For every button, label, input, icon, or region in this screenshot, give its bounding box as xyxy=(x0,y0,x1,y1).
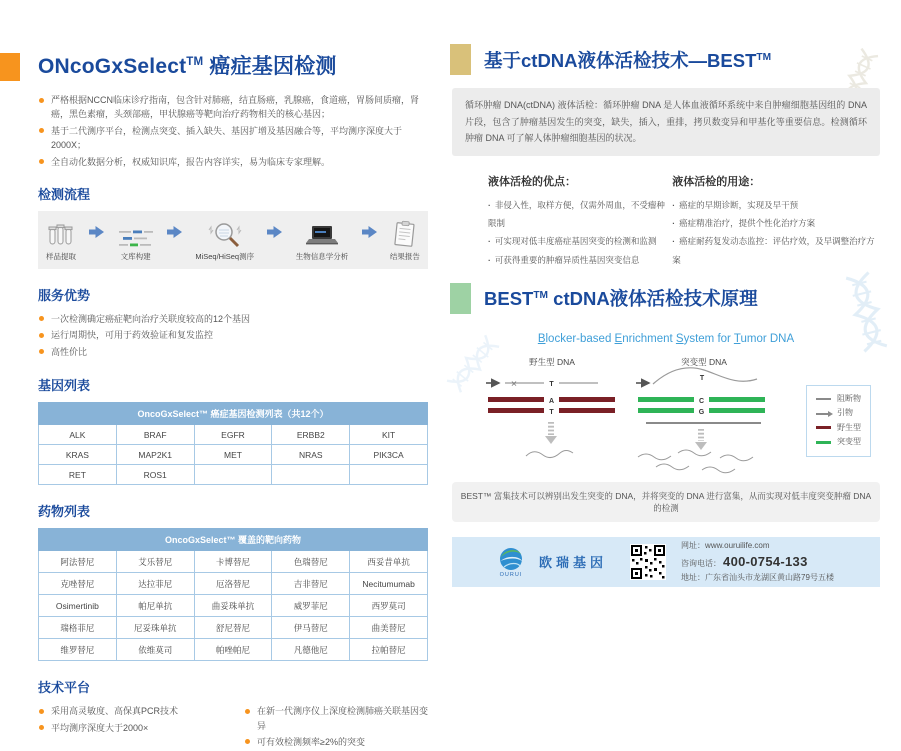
legend-item xyxy=(816,406,861,420)
blocker-line-icon xyxy=(816,398,831,400)
process-step-label: 结果报告 xyxy=(389,251,420,261)
table-row xyxy=(39,573,428,595)
list-item: 可有效检测频率≥2%的突变 xyxy=(244,735,428,749)
table-header-row xyxy=(39,529,428,551)
library-fragments-icon xyxy=(118,220,154,248)
arrow-right-icon xyxy=(362,225,377,243)
drug-cell: 曲美替尼 xyxy=(350,617,428,639)
principle-title-cn: ctDNA液体活检技术原理 xyxy=(548,288,758,310)
legend-item xyxy=(816,392,861,406)
brand-name: ONcoGxSelect xyxy=(38,55,187,78)
list-item: 采用高灵敏度、高保真PCR技术 xyxy=(38,704,222,718)
company-logo xyxy=(498,546,524,579)
acronym-rest: nrichment xyxy=(622,332,676,345)
best-title-row xyxy=(452,44,880,75)
drug-cell: 西妥昔单抗 xyxy=(350,551,428,573)
list-item: · 癌症的早期诊断，实现及早干预 xyxy=(672,196,880,214)
arrow-right-icon xyxy=(167,225,182,243)
legend-label: 突变型 xyxy=(837,437,861,447)
principle-section-title xyxy=(484,285,758,311)
drug-table xyxy=(38,528,428,661)
list-item: · 癌症耐药复发动态监控：评估疗效，及早调整治疗方案 xyxy=(672,232,880,269)
list-item: 基于二代测序平台，检测点突变、插入缺失、基因扩增及基因融合等，平均测序深度大于2000X； xyxy=(38,124,428,153)
biopsy-uses-list xyxy=(672,196,880,269)
intro-bullet-list xyxy=(38,93,428,169)
acronym-rest: ystem for xyxy=(683,332,734,345)
mutant-line-icon xyxy=(816,441,831,444)
table-row xyxy=(39,465,428,485)
gene-cell: PIK3CA xyxy=(350,445,428,465)
legend-label: 阻断物 xyxy=(837,393,861,403)
trademark-mark: TM xyxy=(186,56,204,68)
drug-cell: 凡德他尼 xyxy=(272,639,350,661)
list-item: 一次检测确定癌症靶向治疗关联度较高的12个基因 xyxy=(38,312,428,326)
phone-number: 400-0754-133 xyxy=(723,554,808,570)
svg-text:T: T xyxy=(549,408,554,416)
gene-cell: KIT xyxy=(350,425,428,445)
wildtype-line-icon xyxy=(816,426,831,429)
best-summary: BEST™ 富集技术可以辨别出发生突变的 DNA，并将突变的 DNA 进行富集，从而实现对低丰度突变肿瘤 DNA 的检测 xyxy=(452,482,880,522)
process-step xyxy=(118,220,154,262)
drug-cell: 达拉菲尼 xyxy=(116,573,194,595)
list-item: · 癌症精准治疗，提供个性化治疗方案 xyxy=(672,214,880,232)
legend-item xyxy=(816,421,861,435)
best-acronym-subtitle xyxy=(452,333,880,345)
gene-cell: ROS1 xyxy=(116,465,194,485)
legend-label: 野生型 xyxy=(837,422,861,432)
gene-cell xyxy=(272,465,350,485)
list-item: 严格根据NCCN临床诊疗指南，包含针对肺癌，结直肠癌，乳腺癌，食道癌，胃肠间质瘤，肾癌，黑色素瘤，头颈部癌，甲状腺癌等靶向治疗药物相关的核心基因； xyxy=(38,93,428,122)
principle-title-row xyxy=(452,283,880,314)
table-row xyxy=(39,639,428,661)
best-title-text: 基于ctDNA液体活检技术—BEST xyxy=(484,49,757,71)
section-accent-gold xyxy=(450,44,471,75)
process-step xyxy=(390,220,420,262)
platform-list-right xyxy=(244,704,428,751)
gene-list-heading: 基因列表 xyxy=(38,378,91,394)
table-row xyxy=(39,425,428,445)
best-section-title xyxy=(484,47,771,73)
list-item: 运行周期快，可用于药效验证和复发监控 xyxy=(38,328,428,342)
sample-tubes-icon xyxy=(47,220,75,248)
svg-text:✕: ✕ xyxy=(510,379,518,389)
process-heading: 检测流程 xyxy=(38,186,91,202)
biopsy-advantages-heading: 液体活检的优点： xyxy=(488,175,576,188)
process-step xyxy=(296,220,349,262)
right-column xyxy=(452,44,880,587)
sequencing-magnifier-icon xyxy=(207,220,243,248)
best-principle-diagram xyxy=(480,353,880,478)
address-line: 地址：广东省汕头市龙湖区黄山路79号五楼 xyxy=(681,572,834,582)
trademark-mark: TM xyxy=(756,51,772,63)
list-item: 高性价比 xyxy=(38,345,428,359)
svg-text:突变型 DNA: 突变型 DNA xyxy=(681,356,727,367)
drug-cell: Necitumumab xyxy=(350,573,428,595)
table-row xyxy=(39,445,428,465)
drug-cell: 色瑞替尼 xyxy=(272,551,350,573)
drug-table-title: OncoGxSelect™ 覆盖的靶向药物 xyxy=(39,529,428,551)
brand-name: BEST xyxy=(484,288,534,310)
drug-cell: 帕唑帕尼 xyxy=(194,639,272,661)
drug-cell: 尼妥珠单抗 xyxy=(116,617,194,639)
biopsy-advantages-list xyxy=(488,196,672,269)
table-row xyxy=(39,551,428,573)
advantages-list xyxy=(38,312,428,359)
gene-cell: MAP2K1 xyxy=(116,445,194,465)
process-step xyxy=(46,220,76,262)
acronym-rest: locker-based xyxy=(545,332,615,345)
svg-text:G: G xyxy=(698,408,705,416)
arrow-right-icon xyxy=(267,225,282,243)
drug-cell: 卡博替尼 xyxy=(194,551,272,573)
gene-cell: RET xyxy=(39,465,117,485)
drug-cell: 西罗莫司 xyxy=(350,595,428,617)
drug-list-heading: 药物列表 xyxy=(38,504,91,520)
platform-heading: 技术平台 xyxy=(38,680,91,696)
gene-cell: NRAS xyxy=(272,445,350,465)
gene-cell: EGFR xyxy=(194,425,272,445)
legend-item xyxy=(816,435,861,449)
legend-label: 引物 xyxy=(837,408,853,418)
svg-text:野生型 DNA: 野生型 DNA xyxy=(529,356,575,367)
drug-cell: 帕尼单抗 xyxy=(116,595,194,617)
list-item: 平均测序深度大于2000× xyxy=(38,721,222,735)
acronym-letter: S xyxy=(675,332,684,345)
svg-text:A: A xyxy=(548,397,555,405)
acronym-letter: T xyxy=(733,332,741,345)
platform-list-left xyxy=(38,704,222,751)
trademark-mark: TM xyxy=(533,290,549,302)
table-row xyxy=(39,617,428,639)
process-step-label: 样品提取 xyxy=(46,251,76,261)
drug-cell: 依维莫司 xyxy=(116,639,194,661)
gene-cell: BRAF xyxy=(116,425,194,445)
section-accent-green xyxy=(450,283,471,314)
process-step xyxy=(195,220,254,262)
acronym-rest: umor DNA xyxy=(740,332,795,345)
logo-globe-icon xyxy=(498,546,524,572)
acronym-letter: E xyxy=(614,332,623,345)
primer-arrow-icon xyxy=(816,413,831,415)
process-flow-panel xyxy=(38,211,428,269)
svg-text:T: T xyxy=(549,380,554,388)
list-item: · 可获得重要的肿瘤异质性基因突变信息 xyxy=(488,251,672,269)
drug-cell: 厄洛替尼 xyxy=(194,573,272,595)
acronym-letter: B xyxy=(537,332,546,345)
phone-label: 咨询电话： xyxy=(681,559,722,569)
contact-block xyxy=(681,540,834,584)
drug-cell: 伊马替尼 xyxy=(272,617,350,639)
page-title-cn: 癌症基因检测 xyxy=(203,55,337,78)
svg-text:T: T xyxy=(699,374,705,382)
diagram-legend xyxy=(806,385,871,457)
website-line: 网址：www.ouruilife.com xyxy=(681,541,770,551)
platform-columns xyxy=(38,704,428,751)
drug-cell: 舒尼替尼 xyxy=(194,617,272,639)
arrow-right-icon xyxy=(89,225,104,243)
list-item: · 非侵入性，取样方便，仅需外周血，不受瘤种限制 xyxy=(488,196,672,233)
gene-cell xyxy=(350,465,428,485)
drug-cell: 曲妥珠单抗 xyxy=(194,595,272,617)
process-step-label: 生物信息学分析 xyxy=(295,251,349,261)
left-column xyxy=(38,50,428,751)
gene-cell: ALK xyxy=(39,425,117,445)
list-item: 全自动化数据分析，权威知识库，报告内容详实，易为临床专家理解。 xyxy=(38,155,428,169)
gene-cell xyxy=(194,465,272,485)
drug-cell: 艾乐替尼 xyxy=(116,551,194,573)
ctdna-description: 循环肿瘤 DNA(ctDNA) 液体活检：循环肿瘤 DNA 是人体血液循环系统中来自肿瘤细胞基因组的 DNA 片段，包含了肿瘤基因发生的突变，缺失，插入，重排，拷贝数变异和甲基化等重要信息。检测循环肿瘤 DNA 可了解人体肿瘤细胞基因的状况。 xyxy=(452,88,880,156)
biopsy-uses-heading: 液体活检的用途： xyxy=(672,175,761,188)
process-step-label: MiSeq/HiSeq测序 xyxy=(195,251,255,261)
gene-cell: KRAS xyxy=(39,445,117,465)
qr-code xyxy=(630,544,666,580)
biopsy-columns xyxy=(488,173,880,269)
drug-cell: 拉帕替尼 xyxy=(350,639,428,661)
table-row xyxy=(39,595,428,617)
biopsy-uses xyxy=(672,173,880,269)
advantages-heading: 服务优势 xyxy=(38,287,91,303)
drug-cell: 克唑替尼 xyxy=(39,573,117,595)
section-accent-orange xyxy=(0,53,20,81)
gene-cell: MET xyxy=(194,445,272,465)
dna-enrichment-diagram xyxy=(480,353,798,478)
svg-text:C: C xyxy=(698,397,705,405)
company-name: 欧瑞基因 xyxy=(539,555,608,571)
phone-line xyxy=(681,552,834,572)
drug-cell: 吉非替尼 xyxy=(272,573,350,595)
process-step-label: 文库构建 xyxy=(120,251,151,261)
list-item: 在新一代测序仪上深度检测肺癌关联基因变异 xyxy=(244,704,428,733)
report-clipboard-icon xyxy=(392,220,418,248)
biopsy-advantages xyxy=(488,173,672,269)
footer xyxy=(452,537,880,587)
drug-cell: 威罗菲尼 xyxy=(272,595,350,617)
gene-table xyxy=(38,402,428,485)
gene-cell: ERBB2 xyxy=(272,425,350,445)
page-title xyxy=(38,50,428,80)
list-item: · 可实现对低丰度癌症基因突变的检测和监测 xyxy=(488,232,672,250)
laptop-icon xyxy=(304,220,340,248)
drug-cell: 瑞格菲尼 xyxy=(39,617,117,639)
drug-cell: 阿法替尼 xyxy=(39,551,117,573)
drug-cell: 维罗替尼 xyxy=(39,639,117,661)
drug-cell: Osimertinib xyxy=(39,595,117,617)
logo-wordmark: OURUI xyxy=(499,571,523,578)
table-header-row xyxy=(39,403,428,425)
gene-table-title: OncoGxSelect™ 癌症基因检测列表（共12个） xyxy=(39,403,428,425)
